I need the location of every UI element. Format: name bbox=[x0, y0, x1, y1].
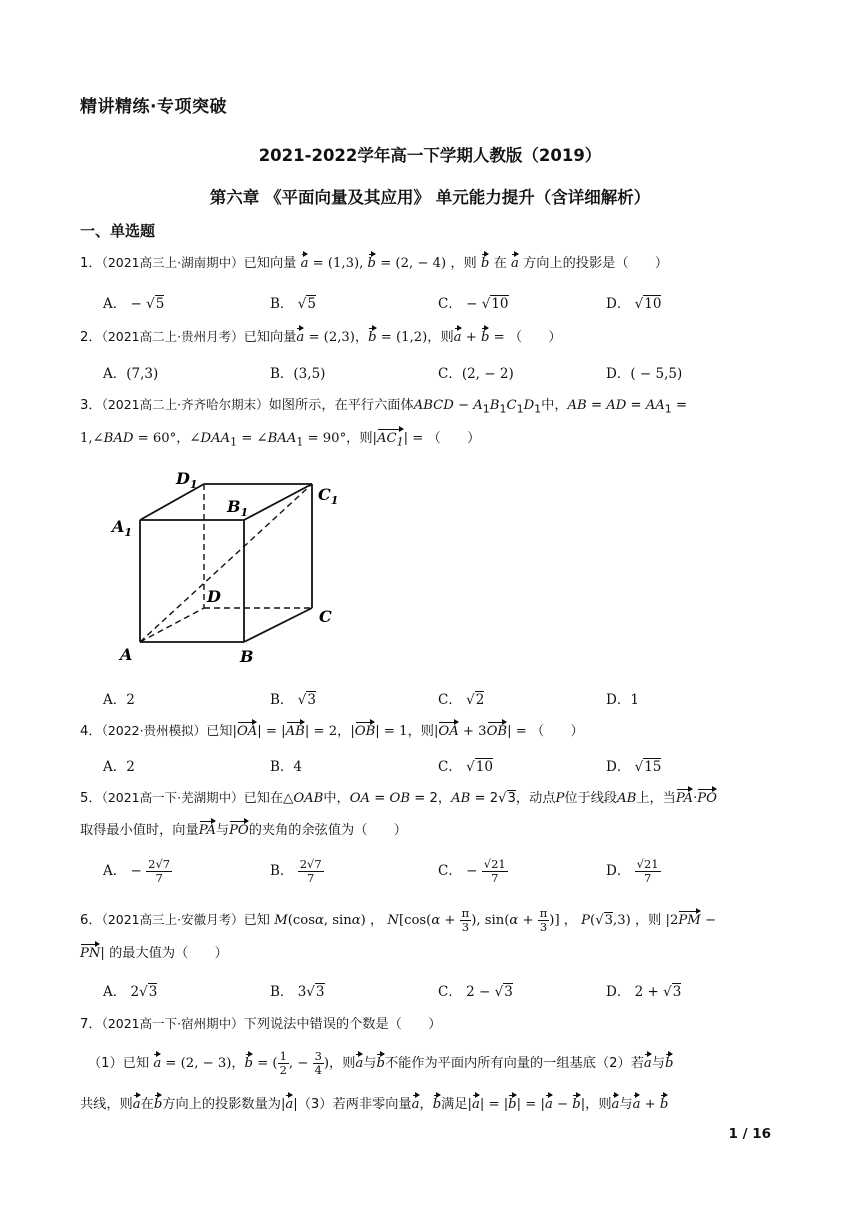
question-1: 1．（2021高三上·湖南期中）已知向量 a = (1,3), b = (2, − 4) ，则 b 在 a 方向上的投影是（ ） bbox=[80, 252, 668, 275]
q1-option-c: C． − √10 bbox=[438, 296, 509, 312]
label-D1: $D_1$ bbox=[176, 469, 198, 491]
section-heading: 一、单选题 bbox=[80, 222, 156, 240]
question-5: 5．（2021高一下·芜湖期中）已知在△OAB中，OA = OB = 2，AB = 2√3，动点P位于线段AB上，当PA·PO bbox=[80, 787, 717, 810]
question-7-line-2: 共线，则a在b方向上的投影数量为|a|（3）若两非零向量a，b满足|a| = |b| = |a − b|，则a与a + b bbox=[80, 1094, 668, 1116]
question-2: 2．（2021高二上·贵州月考）已知向量a = (2,3)，b = (1,2)，则a + b = （ ） bbox=[80, 326, 562, 349]
q4-option-a: A．2 bbox=[103, 759, 135, 775]
q6-option-a: A． 2√3 bbox=[103, 984, 158, 1000]
header-text: 精讲精练·专项突破 bbox=[80, 97, 227, 117]
question-3-line-2: 1,∠BAD = 60°，$\angle DAA_1$ = $\angle BAA_1 = 90^\circ$，则$|AC_1|$ = （ ） bbox=[80, 428, 480, 454]
page-number: 1 / 16 bbox=[728, 1126, 771, 1142]
label-A: A bbox=[120, 645, 133, 664]
q5-option-b: B． $\frac{2√7}{7}$ bbox=[270, 857, 322, 885]
q3-option-a: A．2 bbox=[103, 692, 135, 708]
label-C1: $C_1$ bbox=[318, 485, 339, 507]
q4-option-d: D． √15 bbox=[606, 759, 662, 775]
q2-option-d: D．( − 5,5) bbox=[606, 366, 683, 382]
q6-option-c: C． 2 − √3 bbox=[438, 984, 513, 1000]
question-3: 3．（2021高二上·齐齐哈尔期末）如图所示，在平行六面体ABCD − $A_1B_1C_1D_1$中，AB = AD = $AA_1$ = bbox=[80, 397, 688, 416]
q5-option-a: A． − $\frac{2√7}{7}$ bbox=[103, 857, 171, 885]
question-5-line-2: 取得最小值时，向量PA与PO的夹角的余弦值为（ ） bbox=[80, 820, 407, 842]
question-4: 4．（2022·贵州模拟）已知|OA| = |AB| = 2，|OB| = 1，则|OA + 3OB| = （ ） bbox=[80, 720, 584, 743]
q3-option-b: B． √3 bbox=[270, 692, 316, 708]
q5-option-d: D． $\frac{√21}{7}$ bbox=[606, 857, 659, 885]
q2-option-c: C．(2, − 2) bbox=[438, 366, 514, 382]
q4-option-c: C． √10 bbox=[438, 759, 493, 775]
q6-option-d: D． 2 + √3 bbox=[606, 984, 682, 1000]
label-B: B bbox=[240, 647, 254, 666]
parallelepiped-figure bbox=[110, 462, 350, 672]
q5-option-c: C． − $\frac{√21}{7}$ bbox=[438, 857, 506, 885]
label-A1: $A_1$ bbox=[112, 517, 133, 539]
question-6: 6．（2021高三上·安徽月考）已知 M(cosα, sinα) ， N[cos(α + $\frac{\pi}{3}$ ), sin(α + $\frac{\pi}{3}$ )] ， P(√3,3) ，则 |2PM − bbox=[80, 906, 716, 934]
question-7-line-1: （1）已知 a = (2, − 3)，b = ( $\frac{1}{2}$ , − $\frac{3}{4}$ )，则a与b不能作为平面内所有向量的一组基底（2）若a与b bbox=[88, 1049, 674, 1077]
q2-option-a: A．(7,3) bbox=[103, 366, 159, 382]
label-B1: $B_1$ bbox=[227, 497, 249, 519]
label-D: D bbox=[207, 587, 221, 606]
q3-option-d: D．1 bbox=[606, 692, 639, 708]
q6-option-b: B． 3√3 bbox=[270, 984, 325, 1000]
title-line-1: 2021-2022学年高一下学期人教版（2019） bbox=[258, 146, 602, 165]
question-7: 7．（2021高一下·宿州期中）下列说法中错误的个数是（ ） bbox=[80, 1016, 442, 1032]
q4-option-b: B．4 bbox=[270, 759, 303, 775]
question-6-line-2: PN| 的最大值为（ ） bbox=[80, 943, 228, 965]
q2-option-b: B．(3,5) bbox=[270, 366, 326, 382]
q1-option-b: B． √5 bbox=[270, 296, 316, 312]
label-C: C bbox=[319, 607, 332, 626]
q3-option-c: C． √2 bbox=[438, 692, 485, 708]
q1-option-d: D． √10 bbox=[606, 296, 662, 312]
title-line-2: 第六章 《平面向量及其应用》 单元能力提升（含详细解析） bbox=[209, 188, 651, 207]
q1-option-a: A． − √5 bbox=[103, 296, 165, 312]
